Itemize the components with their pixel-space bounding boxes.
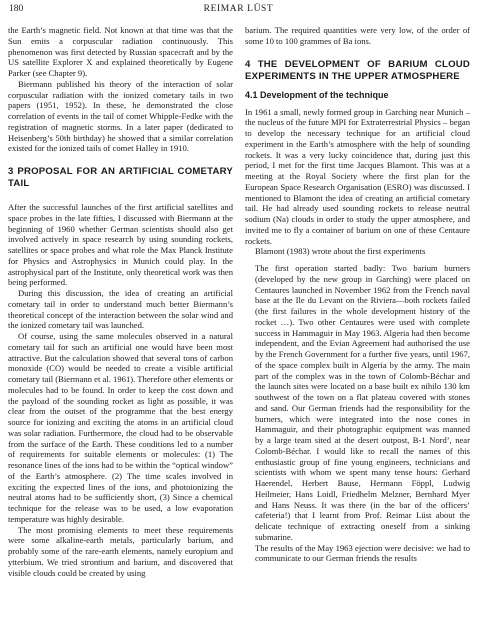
section-heading: 3 PROPOSAL FOR AN ARTIFICIAL COMETARY TAIL [8,166,233,189]
left-column [8,25,233,578]
paragraph: Biermann published his theory of the interaction of solar corpuscular radiation with the ionized cometary tails in two papers (1951, 1952). In these, he demonstrated the close correlation of events in the tail of comet Whipple-Fedke with the registration of magnetic storms. In a later paper (dedicated to Heisenberg’s 50th birthday) he showed that a similar correlation existed for the ionized tails of comet Halley in 1910. [8,78,233,154]
paragraph: During this discussion, the idea of creating an artificial cometary tail in order to understand much better Biermann’s theoretical concept of the interaction between the solar wind and the ionized cometary tail was launched. [8,288,233,331]
paragraph: After the successful launches of the first artificial satellites and space probes in the late fifties, I discussed with Biermann at the beginning of 1960 whether German scientists should also get involved actively in space research by using sounding rockets, satellites or space probes and what role the Max Planck Institute for Physics and Astrophysics in Munich could play. In the astrophysical part of the Institute, only theoretical work was then being performed. [8,202,233,288]
block-quote: The results of the May 1963 ejection were decisive: we had to communicate to our German friends the results [255,542,470,564]
paragraph: In 1961 a small, newly formed group in Garching near Munich – the nucleus of the future MPI for Extraterrestrial Physics – began to develop the necessary technique for an artificial cloud experiment in the Earth’s atmosphere with the help of sounding rockets. It was a very lucky coincidence that, during just this period, I met for the first time Jacques Blamont. This was at a meeting at the Royal Society where the first plan for the European Space Research Organisation (ESRO) was discussed. I mentioned to Blamont the idea of creating an artificial cometary tail. He had already used sounding rockets to release neutral sodium (Na) clouds in order to study the upper atmosphere, and invited me to fly a container of barium on one of these Centaure rockets. [245,106,470,246]
running-head: REIMAR LÜST [203,4,274,14]
block-quote: The first operation started badly: Two barium burners (developed by the new group in Garching) were placed on Centaures launched in November 1962 from the French naval base at the Ile du Levant on the Riviera—both rockets failed (the first failures in the whole development history of the rocket …). Two other Centaures were used with complete success in Hammaguir in May 1963. Algeria had then become independent, and the Evian Agreement had authorised the use by the French Government for a further five years, until 1967, of the space complex built in Algeria by the army. The main part of the complex was in the town of Colomb-Béchar and the launch sites were located on a base built ex nihilo 130 km southwest of the town on a flat plateau covered with stones and sand. Our German friends had the responsibility for the burners, which were integrated into the nose cones in Hammaguir, and their photographic equipment was manned by a large team sited at the desert outpost, B-1 Nord’, near Colomb-Béchar. I would like to recall the names of this enthusiastic group of fine young engineers, technicians and scientists with whom we spent many tense hours: Gerhard Haerendel, Herbert Bause, Hermann Föppl, Ludwig Heilmeier, Hans Loidl, Friedhelm Melzner, Bernhard Myer and Hans Neuss. It was there (in the bar of the officers’ cafeteria!) that I learnt from Prof. Reimar Lüst about the delicate technique of extracting oneself from a sinking submarine. [255,263,470,542]
paragraph: Of course, using the same molecules observed in a natural cometary tail for such an artificial one would have been most attractive. But the calculation showed that several tons of carbon monoxide (CO) would be needed to create a visible artificial cometary tail (Biermann et al. 1961). Therefore other elements or molecules had to be found. In order to keep the cost down and the payload of the sounding rocket as light as possible, it was clear from the outset of the programme that the best energy source for ionizing and exciting the atoms in an artificial cloud was solar radiation. Furthermore, the cloud had to be observable from the surface of the Earth. These conditions led to a number of requirements for suitable elements or molecules: (1) The resonance lines of the ions had to be within the “optical window” of the Earth’s atmosphere. (2) The time scales involved in exciting the expected lines of the ions, and photoionizing the neutral atoms had to be sufficiently short, (3) Since a chemical technique for the release was to be used, a low evaporation temperature was highly desirable. [8,331,233,524]
paragraph: barium. The required quantities were very low, of the order of some 10 to 100 grammes of Ba ions. [245,25,470,46]
paragraph: the Earth’s magnetic field. Not known at that time was that the Sun emits a corpuscular radiation continuously. This phenomenon was first detected by Russian spacecraft and by the US satellite Explorer X and explained theoretically by Eugene Parker (see Chapter 9). [8,25,233,78]
paragraph: The most promising elements to meet these requirements were some alkaline-earth metals, particularly barium, and probably some of the rare-earth elements, namely europium and ytterbium. We tried strontium and barium, and discovered that visible clouds could be created by using [8,524,233,578]
page-number: 180 [9,4,24,14]
paragraph: Blamont (1983) wrote about the first experiments [255,246,426,257]
page-header [9,4,468,18]
subsection-heading: 4.1 Development of the technique [245,89,389,100]
section-heading: 4 THE DEVELOPMENT OF BARIUM CLOUD EXPERIMENTS IN THE UPPER ATMOSPHERE [245,58,470,82]
right-column [245,25,470,564]
